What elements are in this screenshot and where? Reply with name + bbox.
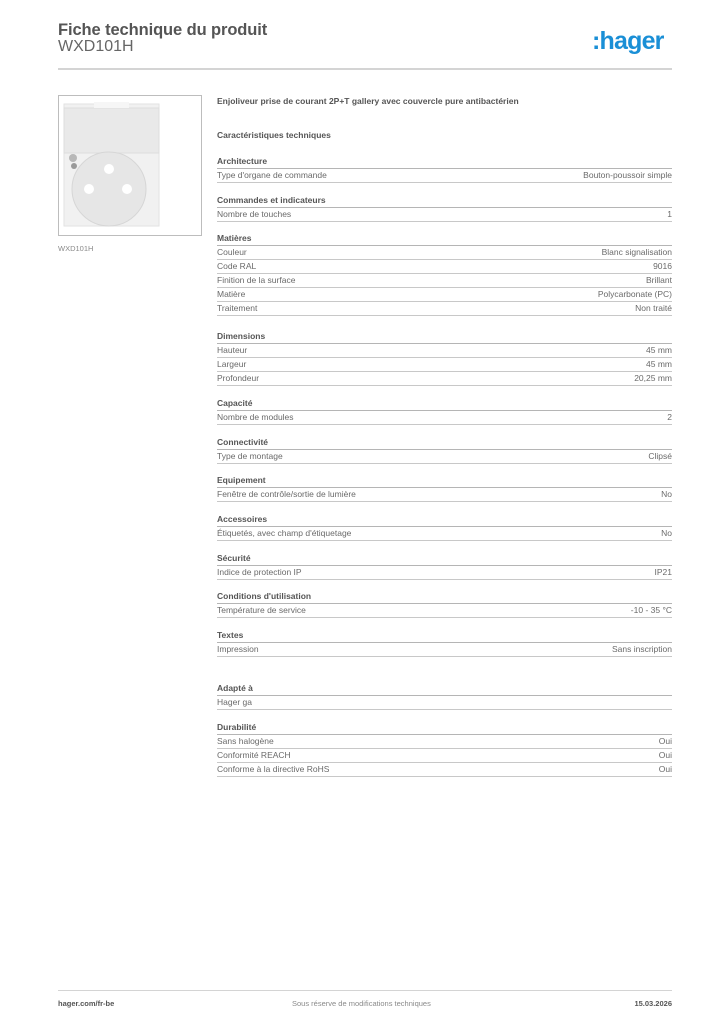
spec-label: Hager ga xyxy=(217,697,252,707)
spec-value: Oui xyxy=(658,750,672,760)
section-title: Adapté à xyxy=(217,683,672,696)
spec-row xyxy=(217,302,672,316)
section-title: Equipement xyxy=(217,475,672,488)
spec-label: Finition de la surface xyxy=(217,275,296,285)
spec-value: Sans inscription xyxy=(611,644,672,654)
spec-row xyxy=(217,450,672,464)
spec-row xyxy=(217,566,672,580)
socket-cover-icon xyxy=(59,96,201,235)
spec-value: Bouton-poussoir simple xyxy=(583,170,672,180)
spec-row xyxy=(217,246,672,260)
spec-row xyxy=(217,763,672,777)
section-conditions xyxy=(217,591,672,618)
spec-row xyxy=(217,488,672,502)
spec-row xyxy=(217,274,672,288)
footer-date: 15.03.2026 xyxy=(634,999,672,1008)
spec-row xyxy=(217,344,672,358)
section-title: Commandes et indicateurs xyxy=(217,195,672,208)
spec-value: 1 xyxy=(667,209,672,219)
section-title: Architecture xyxy=(217,156,672,169)
spec-row xyxy=(217,208,672,222)
spec-value: No xyxy=(661,528,672,538)
spec-label: Indice de protection IP xyxy=(217,567,302,577)
spec-value: 45 mm xyxy=(646,345,672,355)
spec-value: -10 - 35 °C xyxy=(630,605,672,615)
spec-value: No xyxy=(661,489,672,499)
section-textes xyxy=(217,630,672,657)
spec-label: Type d'organe de commande xyxy=(217,170,327,180)
header-divider xyxy=(58,68,672,70)
section-title: Capacité xyxy=(217,398,672,411)
section-adapte xyxy=(217,683,672,710)
spec-label: Température de service xyxy=(217,605,306,615)
section-dimensions xyxy=(217,331,672,386)
section-title: Conditions d'utilisation xyxy=(217,591,672,604)
spec-row xyxy=(217,260,672,274)
section-title: Dimensions xyxy=(217,331,672,344)
product-image xyxy=(58,95,202,236)
spec-value: 2 xyxy=(667,412,672,422)
characteristics-title: Caractéristiques techniques xyxy=(217,130,331,140)
spec-row xyxy=(217,735,672,749)
spec-value: Non traité xyxy=(635,303,672,313)
spec-label: Conformité REACH xyxy=(217,750,291,760)
spec-value: 9016 xyxy=(653,261,672,271)
spec-value: 45 mm xyxy=(646,359,672,369)
spec-label: Code RAL xyxy=(217,261,257,271)
spec-label: Nombre de touches xyxy=(217,209,292,219)
section-accessoires xyxy=(217,514,672,541)
spec-label: Fenêtre de contrôle/sortie de lumière xyxy=(217,489,356,499)
spec-label: Largeur xyxy=(217,359,247,369)
section-title: Sécurité xyxy=(217,553,672,566)
spec-label: Impression xyxy=(217,644,259,654)
section-durabilite xyxy=(217,722,672,777)
spec-row xyxy=(217,372,672,386)
section-connectivite xyxy=(217,437,672,464)
section-capacite xyxy=(217,398,672,425)
spec-label: Conforme à la directive RoHS xyxy=(217,764,330,774)
product-description: Enjoliveur prise de courant 2P+T gallery avec couvercle pure antibactérien xyxy=(217,96,519,106)
spec-row xyxy=(217,288,672,302)
spec-label: Traitement xyxy=(217,303,258,313)
spec-label: Nombre de modules xyxy=(217,412,294,422)
section-title: Accessoires xyxy=(217,514,672,527)
spec-value: Oui xyxy=(658,764,672,774)
section-architecture xyxy=(217,156,672,183)
section-securite xyxy=(217,553,672,580)
product-reference: WXD101H xyxy=(58,38,134,55)
footer-website-link[interactable]: hager.com/fr-be xyxy=(58,999,115,1008)
spec-label: Type de montage xyxy=(217,451,283,461)
footer-disclaimer: Sous réserve de modifications techniques xyxy=(292,999,431,1008)
spec-value: IP21 xyxy=(654,567,672,577)
section-title: Matières xyxy=(217,233,672,246)
spec-label: Sans halogène xyxy=(217,736,274,746)
spec-value: Oui xyxy=(658,736,672,746)
hager-logo: :hager xyxy=(592,27,664,55)
spec-row xyxy=(217,358,672,372)
image-caption: WXD101H xyxy=(58,244,94,253)
footer-divider xyxy=(58,990,672,991)
spec-row xyxy=(217,604,672,618)
spec-value: Blanc signalisation xyxy=(601,247,672,257)
spec-row xyxy=(217,169,672,183)
spec-label: Profondeur xyxy=(217,373,260,383)
spec-row xyxy=(217,749,672,763)
spec-row xyxy=(217,527,672,541)
spec-label: Hauteur xyxy=(217,345,248,355)
spec-value: Polycarbonate (PC) xyxy=(597,289,672,299)
section-matieres xyxy=(217,233,672,316)
section-title: Durabilité xyxy=(217,722,672,735)
section-title: Textes xyxy=(217,630,672,643)
spec-row xyxy=(217,696,672,710)
spec-row xyxy=(217,411,672,425)
section-title: Connectivité xyxy=(217,437,672,450)
spec-row xyxy=(217,643,672,657)
spec-label: Étiquetés, avec champ d'étiquetage xyxy=(217,528,352,538)
spec-value: Clipsé xyxy=(648,451,672,461)
spec-value: 20,25 mm xyxy=(634,373,672,383)
section-commandes xyxy=(217,195,672,222)
spec-label: Couleur xyxy=(217,247,247,257)
spec-label: Matière xyxy=(217,289,246,299)
section-equipement xyxy=(217,475,672,502)
page-title: Fiche technique du produit xyxy=(58,21,268,39)
spec-value: Brillant xyxy=(646,275,672,285)
